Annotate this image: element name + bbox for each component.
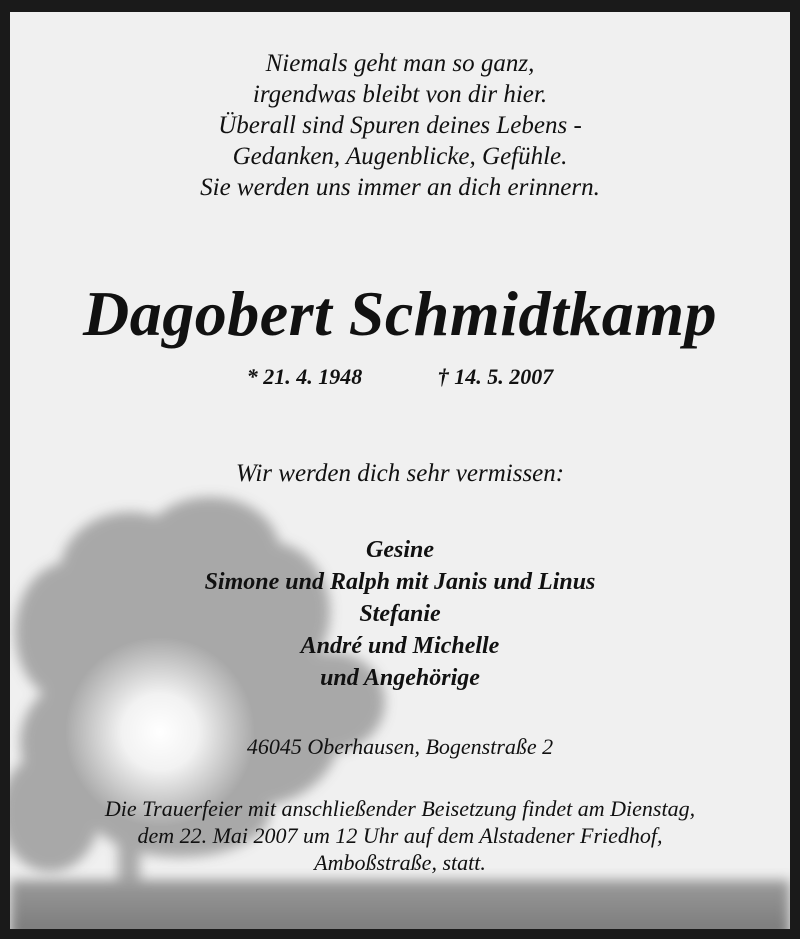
deceased-name: Dagobert Schmidtkamp bbox=[82, 278, 718, 349]
mourner-line: André und Michelle bbox=[300, 633, 500, 659]
funeral-line: Die Trauerfeier mit anschließender Beisetzung findet am Dienstag, bbox=[104, 796, 696, 821]
poem-line: Überall sind Spuren deines Lebens - bbox=[218, 112, 582, 139]
life-dates bbox=[10, 364, 790, 390]
poem bbox=[10, 48, 790, 203]
address: 46045 Oberhausen, Bogenstraße 2 bbox=[246, 734, 554, 759]
mourner-line: Stefanie bbox=[359, 601, 441, 627]
death-date: † 14. 5. 2007 bbox=[437, 364, 554, 389]
mourner-line: Gesine bbox=[366, 537, 434, 563]
funeral-line: Amboßstraße, statt. bbox=[314, 850, 486, 875]
birth-date: * 21. 4. 1948 bbox=[246, 364, 363, 389]
mourner-line: und Angehörige bbox=[320, 665, 480, 691]
poem-line: Gedanken, Augenblicke, Gefühle. bbox=[232, 143, 568, 170]
miss-line: Wir werden dich sehr vermissen: bbox=[235, 460, 565, 487]
poem-line: Niemals geht man so ganz, bbox=[265, 50, 535, 77]
poem-line: irgendwas bleibt von dir hier. bbox=[252, 81, 548, 108]
poem-line: Sie werden uns immer an dich erinnern. bbox=[200, 174, 600, 201]
funeral-line: dem 22. Mai 2007 um 12 Uhr auf dem Alstadener Friedhof, bbox=[137, 823, 663, 848]
funeral-info bbox=[10, 795, 790, 876]
mourners-list bbox=[10, 534, 790, 694]
mourner-line: Simone und Ralph mit Janis und Linus bbox=[204, 569, 596, 595]
